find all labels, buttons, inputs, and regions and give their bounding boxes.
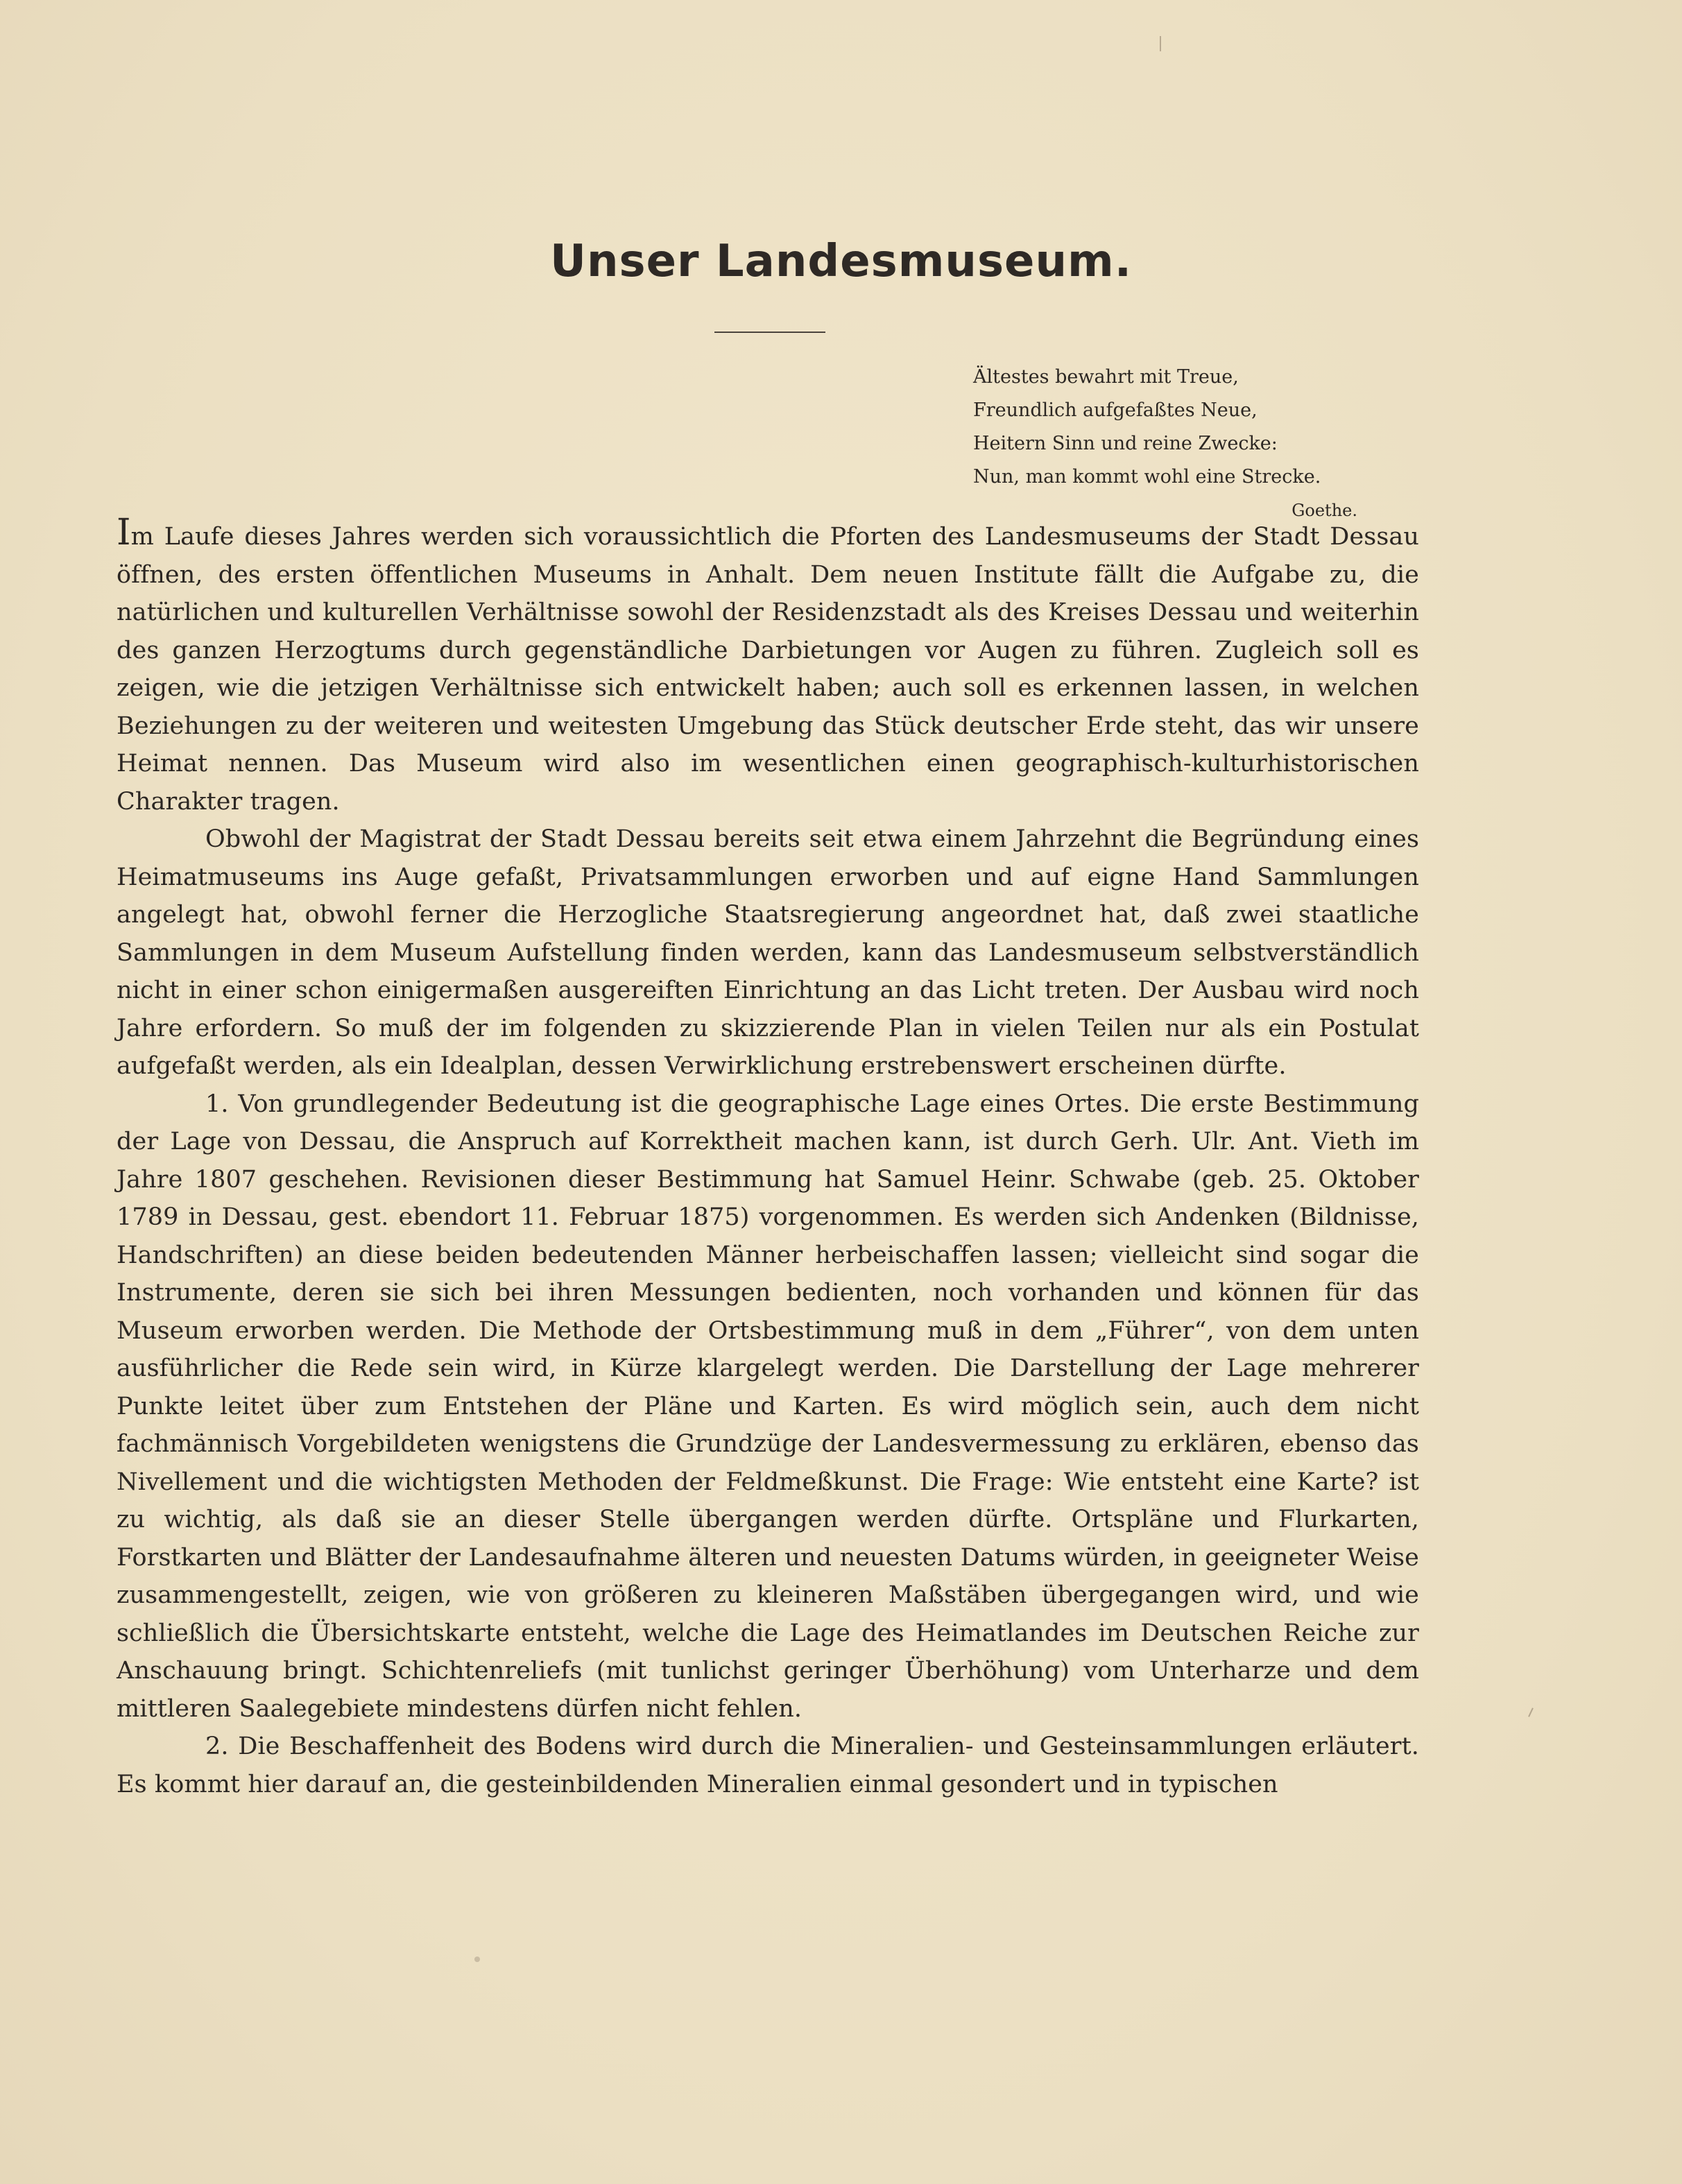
paragraph <box>117 1728 1419 1803</box>
epigraph-line: Heitern Sinn und reine Zwecke: <box>973 433 1278 454</box>
epigraph-line: Nun, man kommt wohl eine Strecke. <box>973 466 1321 488</box>
paragraph <box>117 512 1419 820</box>
epigraph-author: Goethe. <box>1291 501 1357 520</box>
paragraph-text: 2. Die Beschaffenheit des Bodens wird durch die Mineralien- und Gesteinsammlungen erläutert. Es kommt hier darauf an, die gesteinbildenden Mineralien einmal gesondert und in typischen <box>117 1732 1419 1798</box>
paragraph-text: m Laufe dieses Jahres werden sich voraussichtlich die Pforten des Landesmuseums der Stadt Dessau öffnen, des ersten öffentlichen Museums in Anhalt. Dem neuen Institute fällt die Aufgabe zu, die natürlichen und kulturellen Verhältnisse sowohl der Residenzstadt als des Kreises Dessau und weiterhin des ganzen Herzogtums durch gegenständliche Darbietungen vor Augen zu führen. Zugleich soll es zeigen, wie die jetzigen Verhältnisse sich entwickelt haben; auch soll es erkennen lassen, in welchen Beziehungen zu der weiteren und weitesten Umgebung das Stück deutscher Erde steht, das wir unsere Heimat nennen. Das Museum wird also im wesentlichen einen geographisch-kulturhistorischen Charakter tragen. <box>117 523 1419 816</box>
title-divider <box>714 332 825 333</box>
epigraph-line: Freundlich aufgefaßtes Neue, <box>973 399 1258 421</box>
paragraph-text: Obwohl der Magistrat der Stadt Dessau bereits seit etwa einem Jahrzehnt die Begründung eines Heimatmuseums ins Auge gefaßt, Privatsammlungen erworben und auf eigne Hand Sammlungen angelegt hat, obwohl ferner die Herzogliche Staatsregierung angeordnet hat, daß zwei staatliche Sammlungen in dem Museum Aufstellung finden werden, kann das Landesmuseum selbstverständlich nicht in einer schon einigermaßen ausgereiften Einrichtung an das Licht treten. Der Ausbau wird noch Jahre erfordern. So muß der im folgenden zu skizzierende Plan in vielen Teilen nur als ein Postulat aufgefaßt werden, als ein Idealplan, dessen Verwirklichung erstrebenswert erscheinen dürfte. <box>117 825 1419 1080</box>
paragraph <box>117 820 1419 1085</box>
page-title: Unser Landesmuseum. <box>549 236 1133 287</box>
paper-speck <box>474 1957 480 1962</box>
paragraph-text: 1. Von grundlegender Bedeutung ist die geographische Lage eines Ortes. Die erste Bestimmung der Lage von Dessau, die Anspruch auf Korrektheit machen kann, ist durch Gerh. Ulr. Ant. Vieth im Jahre 1807 geschehen. Revisionen dieser Bestimmung hat Samuel Heinr. Schwabe (geb. 25. Oktober 1789 in Dessau, gest. ebendort 11. Februar 1875) vorgenommen. Es werden sich Andenken (Bildnisse, Handschriften) an diese beiden bedeutenden Männer herbeischaffen lassen; vielleicht sind sogar die Instrumente, deren sie sich bei ihren Messungen bedienten, noch vorhanden und können für das Museum erworben werden. Die Methode der Ortsbestimmung muß in dem „Führer“, von dem unten ausführlicher die Rede sein wird, in Kürze klargelegt werden. Die Darstellung der Lage mehrerer Punkte leitet über zum Entstehen der Pläne und Karten. Es wird möglich sein, auch dem nicht fachmännisch Vorgebildeten wenigstens die Grundzüge der Landesvermessung zu erklären, ebenso das Nivellement und die wichtigsten Methoden der Feldmeßkunst. Die Frage: Wie entsteht eine Karte? ist zu wichtig, als daß sie an dieser Stelle übergangen werden dürfte. Ortspläne und Flurkarten, Forstkarten und Blätter der Landesaufnahme älteren und neuesten Datums würden, in geeigneter Weise zusammengestellt, zeigen, wie von größeren zu kleineren Maßstäben übergegangen wird, und wie schließlich die Übersichtskarte entsteht, welche die Lage des Heimatlandes im Deutschen Reiche zur Anschauung bringt. Schichtenreliefs (mit tunlichst geringer Überhöhung) vom Unterharze und dem mittleren Saalegebiete mindestens dürfen nicht fehlen. <box>117 1090 1419 1723</box>
article-body <box>117 512 1419 1803</box>
epigraph <box>973 361 1403 527</box>
paper-speck <box>1160 36 1161 51</box>
initial-letter: I <box>117 512 131 553</box>
paragraph <box>117 1085 1419 1728</box>
epigraph-line: Ältestes bewahrt mit Treue, <box>973 366 1239 388</box>
